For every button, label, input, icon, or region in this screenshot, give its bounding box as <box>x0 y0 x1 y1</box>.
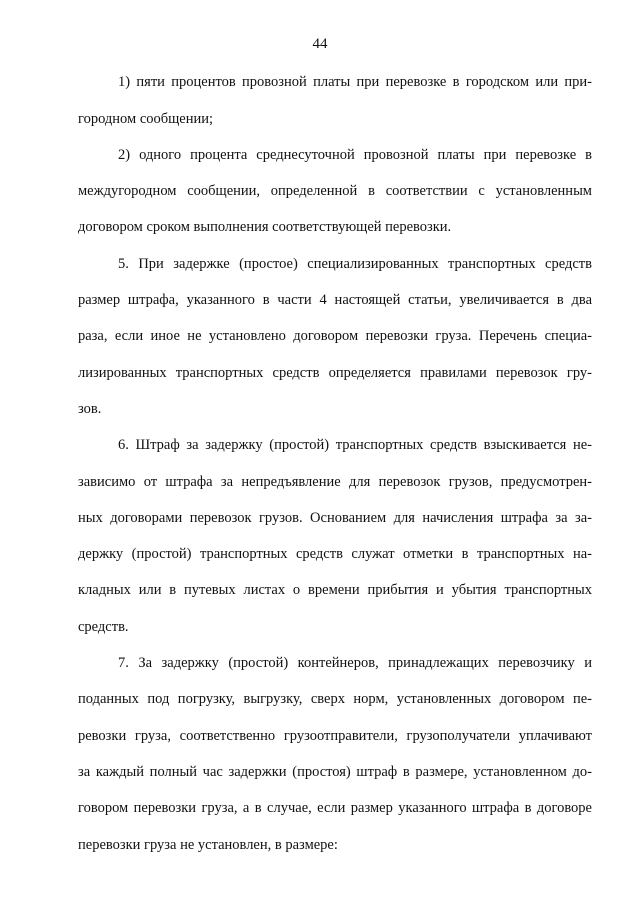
text-line: зависимо от штрафа за непредъявление для перевозок грузов, предусмотрен- <box>78 474 592 490</box>
text-line: договором сроком выполнения соответствующей перевозки. <box>78 219 452 235</box>
text-line: говором перевозки груза, а в случае, если размер указанного штрафа в договоре <box>78 800 592 816</box>
text-line: раза, если иное не установлено договором перевозки груза. Перечень специа- <box>78 328 592 344</box>
text-line: перевозки груза не установлен, в размере: <box>78 837 338 853</box>
text-line: 5. При задержке (простое) специализированных транспортных средств <box>118 256 592 272</box>
text-line: 2) одного процента среднесуточной провозной платы при перевозке в <box>118 147 592 163</box>
text-line: зов. <box>78 401 102 417</box>
text-line: поданных под погрузку, выгрузку, сверх норм, установленных договором пе- <box>78 691 592 707</box>
text-line: 1) пяти процентов провозной платы при перевозке в городском или при- <box>118 74 592 90</box>
text-line: размер штрафа, указанного в части 4 настоящей статьи, увеличивается в два <box>78 292 592 308</box>
text-line: 7. За задержку (простой) контейнеров, принадлежащих перевозчику и <box>118 655 592 671</box>
text-line: средств. <box>78 619 129 635</box>
text-line: лизированных транспортных средств определяется правилами перевозок гру- <box>78 365 592 381</box>
text-line: городном сообщении; <box>78 111 214 127</box>
text-line: 6. Штраф за задержку (простой) транспортных средств взыскивается не- <box>118 437 592 453</box>
text-line: междугородном сообщении, определенной в соответствии с установленным <box>78 183 592 199</box>
text-line: ревозки груза, соответственно грузоотправители, грузополучатели уплачивают <box>78 728 592 744</box>
text-line: кладных или в путевых листах о времени прибытия и убытия транспортных <box>78 582 592 598</box>
text-line: за каждый полный час задержки (простоя) штраф в размере, установленном до- <box>78 764 592 780</box>
text-line: держку (простой) транспортных средств служат отметки в транспортных на- <box>78 546 592 562</box>
text-line: ных договорами перевозок грузов. Основанием для начисления штрафа за за- <box>78 510 592 526</box>
page-number: 44 <box>312 36 328 52</box>
